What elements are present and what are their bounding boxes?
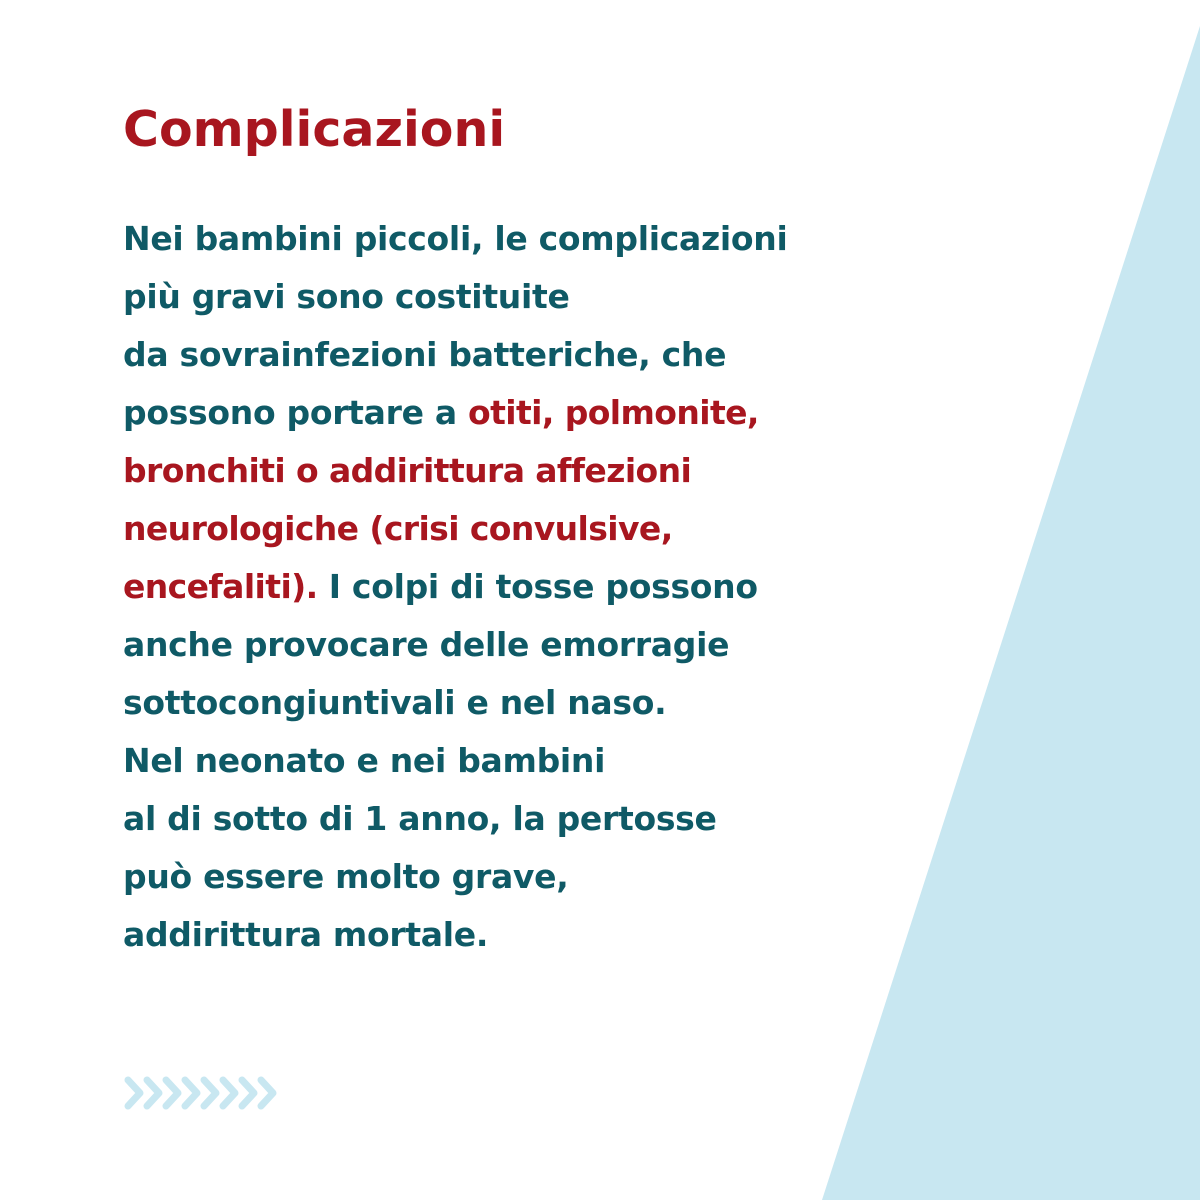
text-segment: I colpi di tosse possono [317,567,758,606]
chevron-arrows-decoration [124,1075,288,1111]
body-paragraph [123,210,923,964]
chevron-right-icon [185,1080,197,1106]
main-content [123,96,923,964]
chevron-right-icon [147,1080,159,1106]
chevron-right-icon [261,1080,273,1106]
highlight-text: bronchiti o addirittura affezioni [123,451,692,490]
chevron-right-icon [223,1080,235,1106]
page-title: Complicazioni [123,101,506,158]
text-line: può essere molto grave, [123,857,569,896]
text-line [123,558,923,616]
highlight-text: otiti, polmonite, [468,393,759,432]
highlight-text: encefaliti). [123,567,318,606]
text-segment: possono portare a [123,393,469,432]
text-line: addirittura mortale. [123,915,489,954]
highlight-text: neurologiche (crisi convulsive, [123,509,673,548]
text-line: Nei bambini piccoli, le complicazioni [123,219,788,258]
text-line: al di sotto di 1 anno, la pertosse [123,799,717,838]
chevron-right-icon [166,1080,178,1106]
text-line: da sovrainfezioni batteriche, che [123,335,727,374]
text-line: anche provocare delle emorragie [123,625,730,664]
text-line [123,384,923,442]
text-line: sottocongiuntivali e nel naso. [123,683,667,722]
chevron-right-icon [242,1080,254,1106]
text-line: Nel neonato e nei bambini [123,741,606,780]
text-line: più gravi sono costituite [123,277,570,316]
chevron-right-icon [204,1080,216,1106]
chevron-right-icon [128,1080,140,1106]
